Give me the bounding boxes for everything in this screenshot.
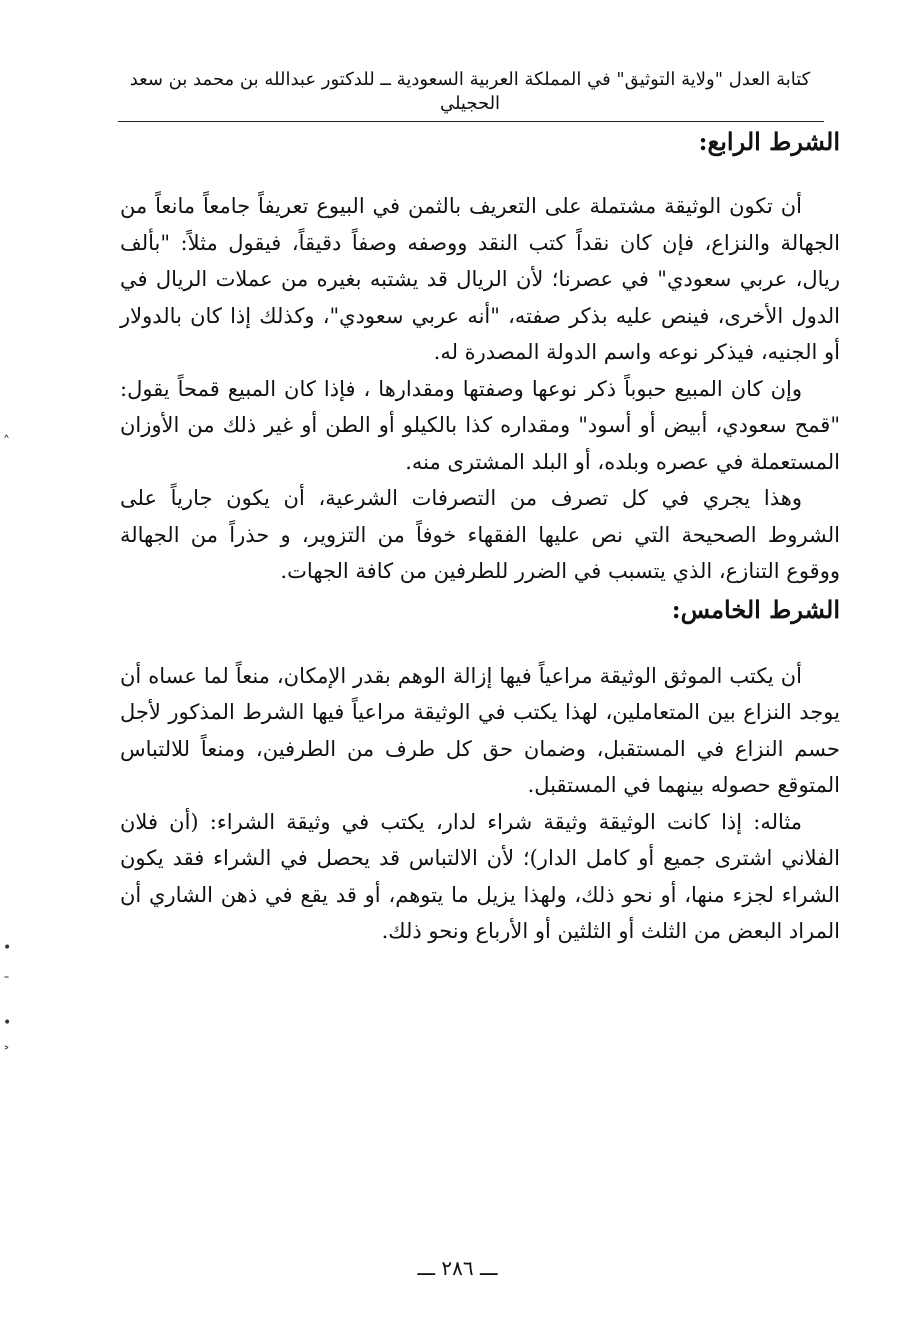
section-heading-5: الشرط الخامس: <box>671 594 840 624</box>
section-heading-4: الشرط الرابع: <box>698 127 840 156</box>
page-number: ـــ ٢٨٦ ـــ <box>417 1256 498 1280</box>
paragraph: وإن كان المبيع حبوباً ذكر نوعها وصفتها ومقدارها ، فإذا كان المبيع قمحاً يقول: "قمح سعودي، أبيض أو أسود" ومقداره كذا بالكيلو أو الطن أو غير ذلك من الأوزان المستعملة في عصره وبلده، أو البلد المشترى منه. <box>120 376 840 474</box>
paragraph: أن يكتب الموثق الوثيقة مراعياً فيها إزالة الوهم بقدر الإمكان، منعاً لما عساه أن يوجد النزاع بين المتعاملين، لهذا يكتب في الوثيقة مراعياً فيها الشرط المذكور لأجل حسم النزاع في المستقبل، وضمان حق كل طرف من الطرفين، ومنعاً للالتباس المتوقع حصوله بينهما في المستقبل. <box>120 663 840 797</box>
margin-mark: ˃ <box>3 1045 10 1061</box>
paragraph: أن تكون الوثيقة مشتملة على التعريف بالثمن في البيوع تعريفاً جامعاً مانعاً من الجهالة والنزاع، فإن كان نقداً كتب النقد ووصفه وصفاً دقيقاً، فيقول مثلاً: "بألف ريال، عربي سعودي" في عصرنا؛ لأن الريال قد يشتبه بغيره من عملات الريال في الدول الأخرى، فينص عليه بذكر صفته، "أنه عربي سعودي"، وكذلك إذا كان بالدولار أو الجنيه، فيذكر نوعه واسم الدولة المصدرة له. <box>120 194 840 364</box>
margin-mark: ˉ <box>3 975 10 991</box>
paragraph: وهذا يجري في كل تصرف من التصرفات الشرعية، أن يكون جارياً على الشروط الصحيحة التي نص عليها الفقهاء خوفاً من التزوير، و حذراً من الجهالة ووقوع التنازع، الذي يتسبب في الضرر للطرفين من كافة الجهات. <box>120 486 840 583</box>
paragraph: مثاله: إذا كانت الوثيقة وثيقة شراء لدار، يكتب في وثيقة الشراء: (أن فلان الفلاني اشترى جميع أو كامل الدار)؛ لأن الالتباس قد يحصل في الشراء فقد يكون الشراء لجزء منها، أو نحو ذلك، ولهذا يزيل ما يتوهم، أو قد يقع في ذهن الشاري أن المراد البعض من الثلث أو الثلثين أو الأرباع ونحو ذلك. <box>120 809 840 943</box>
running-header: كتابة العدل "ولاية التوثيق" في المملكة العربية السعودية ــ للدكتور عبدالله بن محمد بن سعد الحجيلي <box>129 69 811 114</box>
margin-mark: • <box>3 940 12 956</box>
margin-mark: ˄ <box>3 434 10 450</box>
page-body <box>120 118 840 950</box>
margin-mark: • <box>3 1015 12 1031</box>
margin-marks <box>0 0 20 1331</box>
